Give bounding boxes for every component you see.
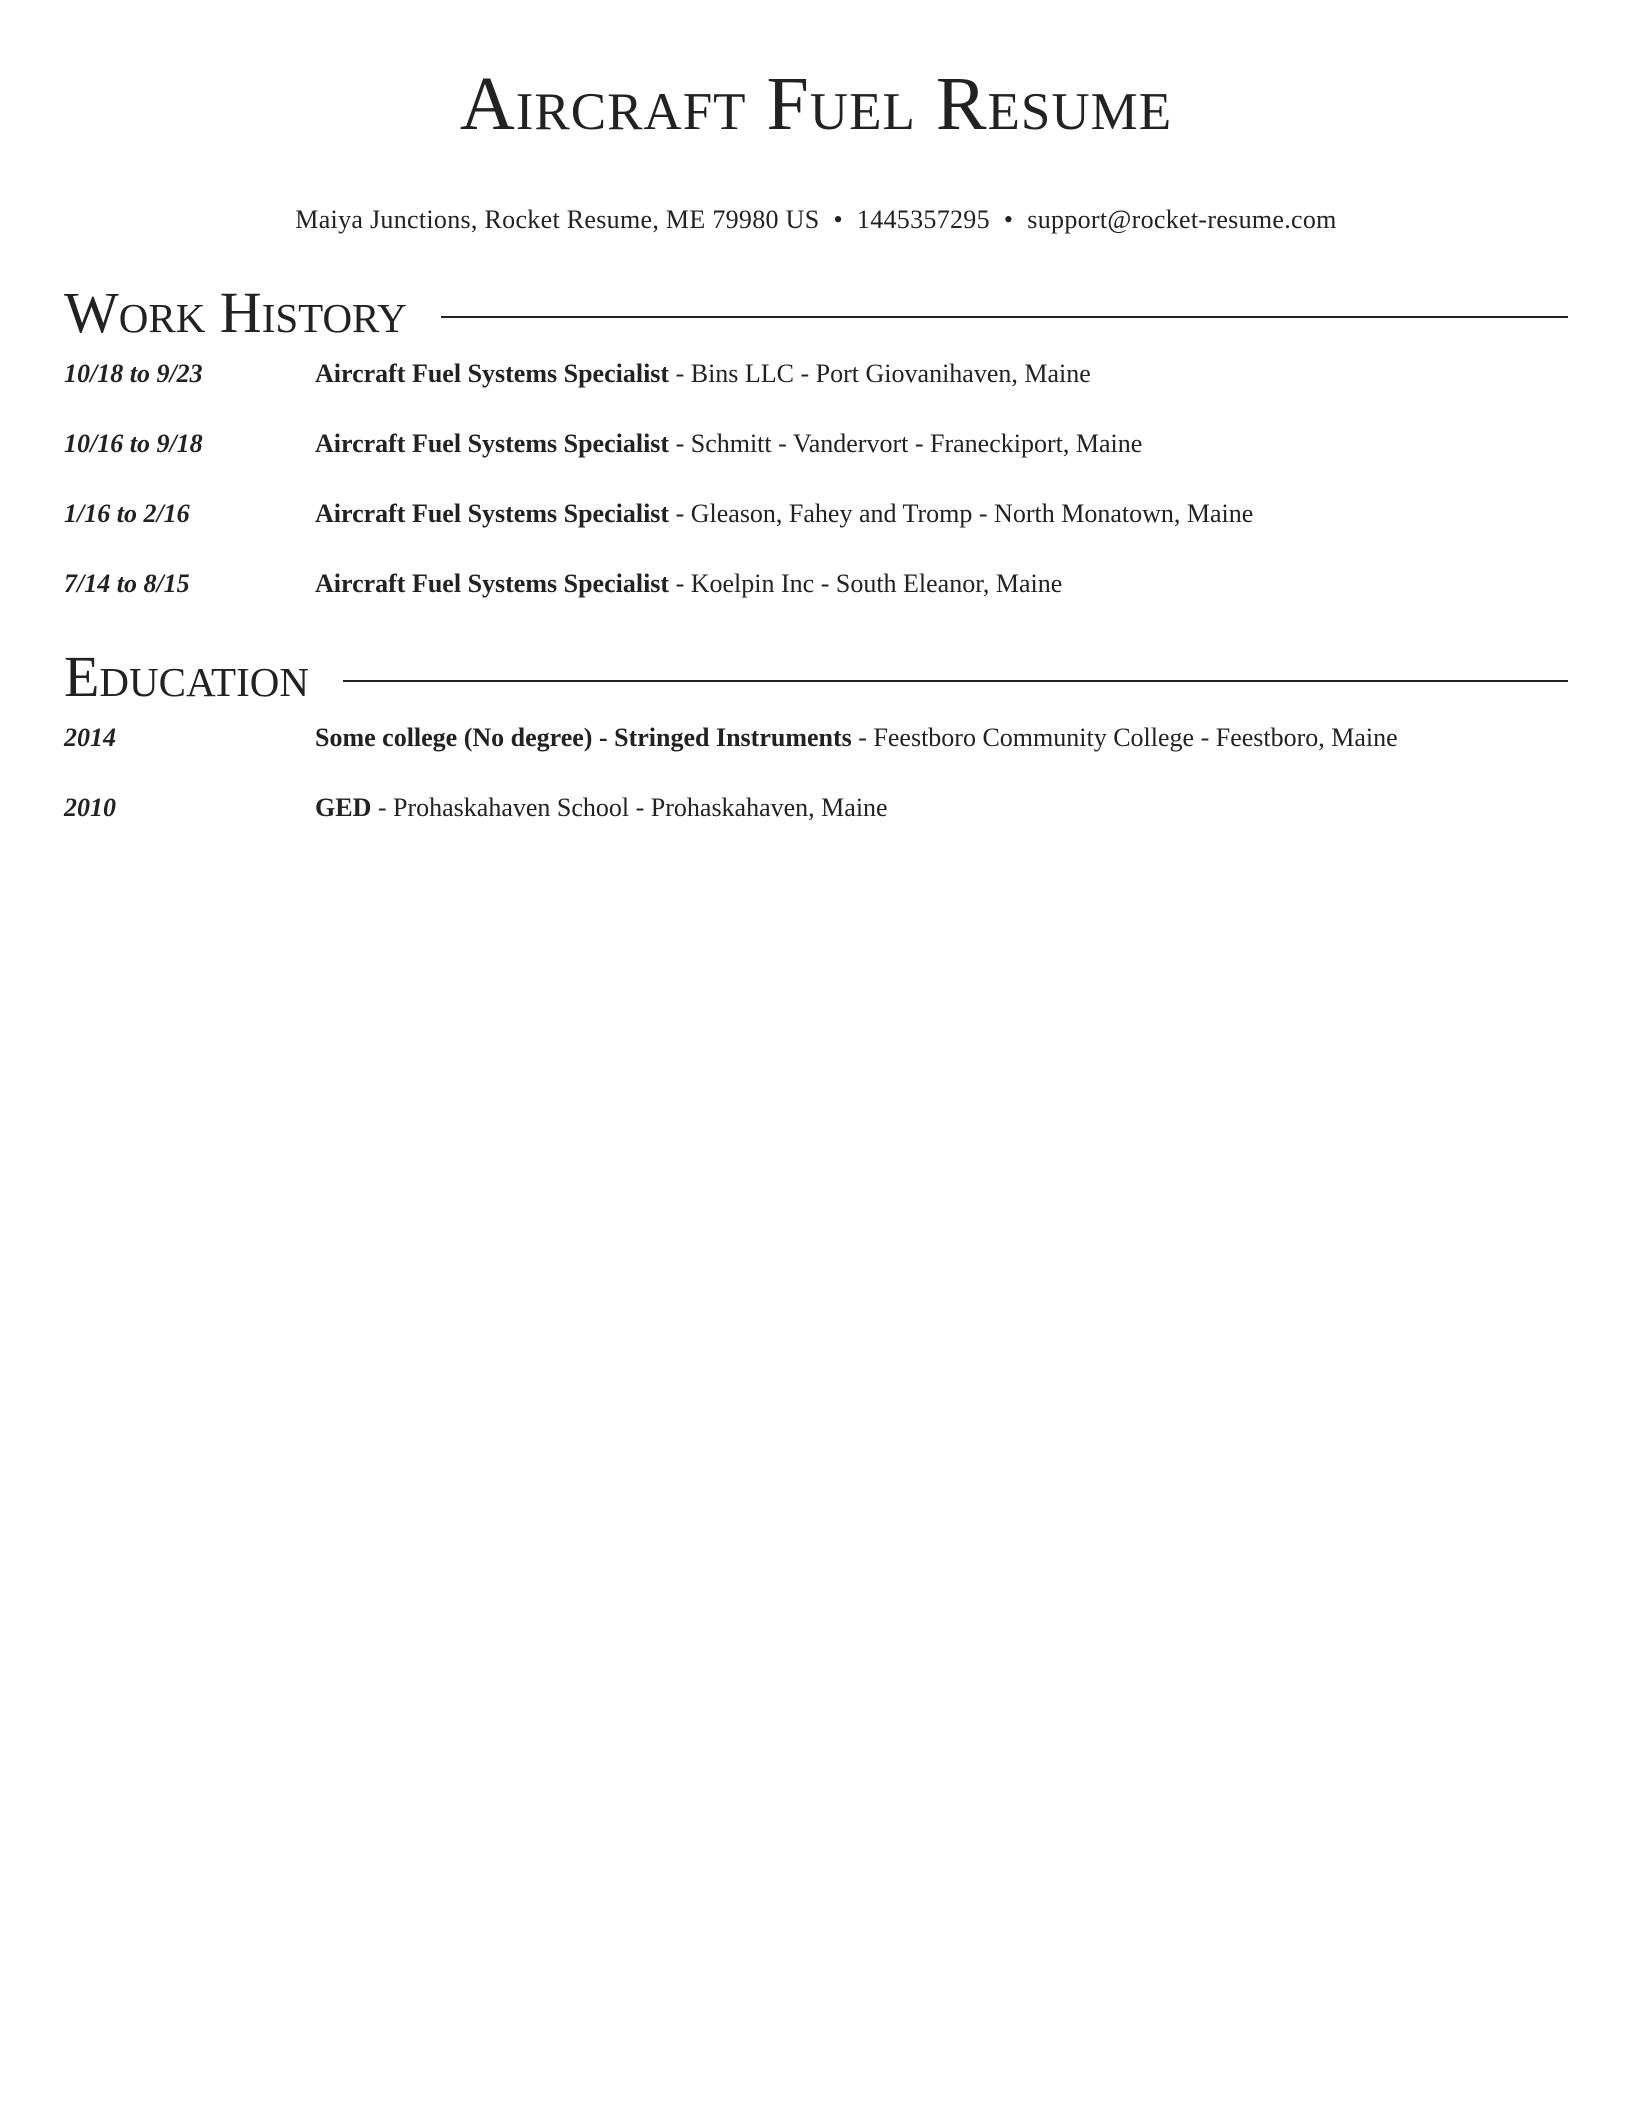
work-history-title: Work History <box>64 280 407 345</box>
work-entry <box>64 498 1568 568</box>
education-entry-description <box>315 722 1568 754</box>
work-entry-details: - Schmitt - Vandervort - Franeckiport, Maine <box>669 429 1143 458</box>
contact-email: support@rocket-resume.com <box>1027 205 1337 234</box>
work-entry-description <box>315 428 1568 460</box>
contact-separator: • <box>1003 205 1014 234</box>
work-entry-details: - Koelpin Inc - South Eleanor, Maine <box>669 569 1063 598</box>
work-history-heading <box>64 280 1568 346</box>
contact-separator: • <box>833 205 843 234</box>
work-entry <box>64 358 1568 428</box>
work-entry-description <box>315 498 1568 530</box>
education-entry-description <box>315 792 1568 824</box>
work-history-list <box>64 358 1568 638</box>
work-entry-title: Aircraft Fuel Systems Specialist <box>315 359 670 388</box>
education-entry <box>64 722 1568 792</box>
work-entry-details: - Bins LLC - Port Giovanihaven, Maine <box>669 359 1091 388</box>
work-entry-date: 10/16 to 9/18 <box>64 429 203 458</box>
education-entry-details: - Feestboro Community College - Feestboro, Maine <box>851 723 1398 752</box>
work-entry-date: 10/18 to 9/23 <box>64 359 203 388</box>
education-entry-title: GED <box>315 793 372 822</box>
education-entry <box>64 792 1568 862</box>
section-divider <box>441 316 1568 318</box>
work-entry-title: Aircraft Fuel Systems Specialist <box>315 569 670 598</box>
education-heading <box>64 644 1568 710</box>
contact-address: Maiya Junctions, Rocket Resume, ME 79980 US <box>295 205 820 234</box>
work-entry-description <box>315 358 1568 390</box>
work-entry <box>64 568 1568 638</box>
education-entry-title: Some college (No degree) - Stringed Instruments <box>315 723 852 752</box>
education-list <box>64 722 1568 862</box>
work-entry-description <box>315 568 1568 600</box>
work-entry-title: Aircraft Fuel Systems Specialist <box>315 429 670 458</box>
work-entry <box>64 428 1568 498</box>
work-entry-details: - Gleason, Fahey and Tromp - North Monatown, Maine <box>669 499 1254 528</box>
section-divider <box>343 680 1568 682</box>
work-entry-date: 1/16 to 2/16 <box>64 499 190 528</box>
education-entry-details: - Prohaskahaven School - Prohaskahaven, Maine <box>371 793 888 822</box>
work-entry-date: 7/14 to 8/15 <box>64 569 190 598</box>
work-entry-title: Aircraft Fuel Systems Specialist <box>315 499 670 528</box>
education-entry-date: 2010 <box>64 793 116 822</box>
resume-title: Aircraft Fuel Resume <box>459 62 1173 146</box>
education-entry-date: 2014 <box>64 723 116 752</box>
contact-line <box>64 204 1568 236</box>
contact-phone: 1445357295 <box>856 205 990 234</box>
education-title: Education <box>64 644 309 709</box>
